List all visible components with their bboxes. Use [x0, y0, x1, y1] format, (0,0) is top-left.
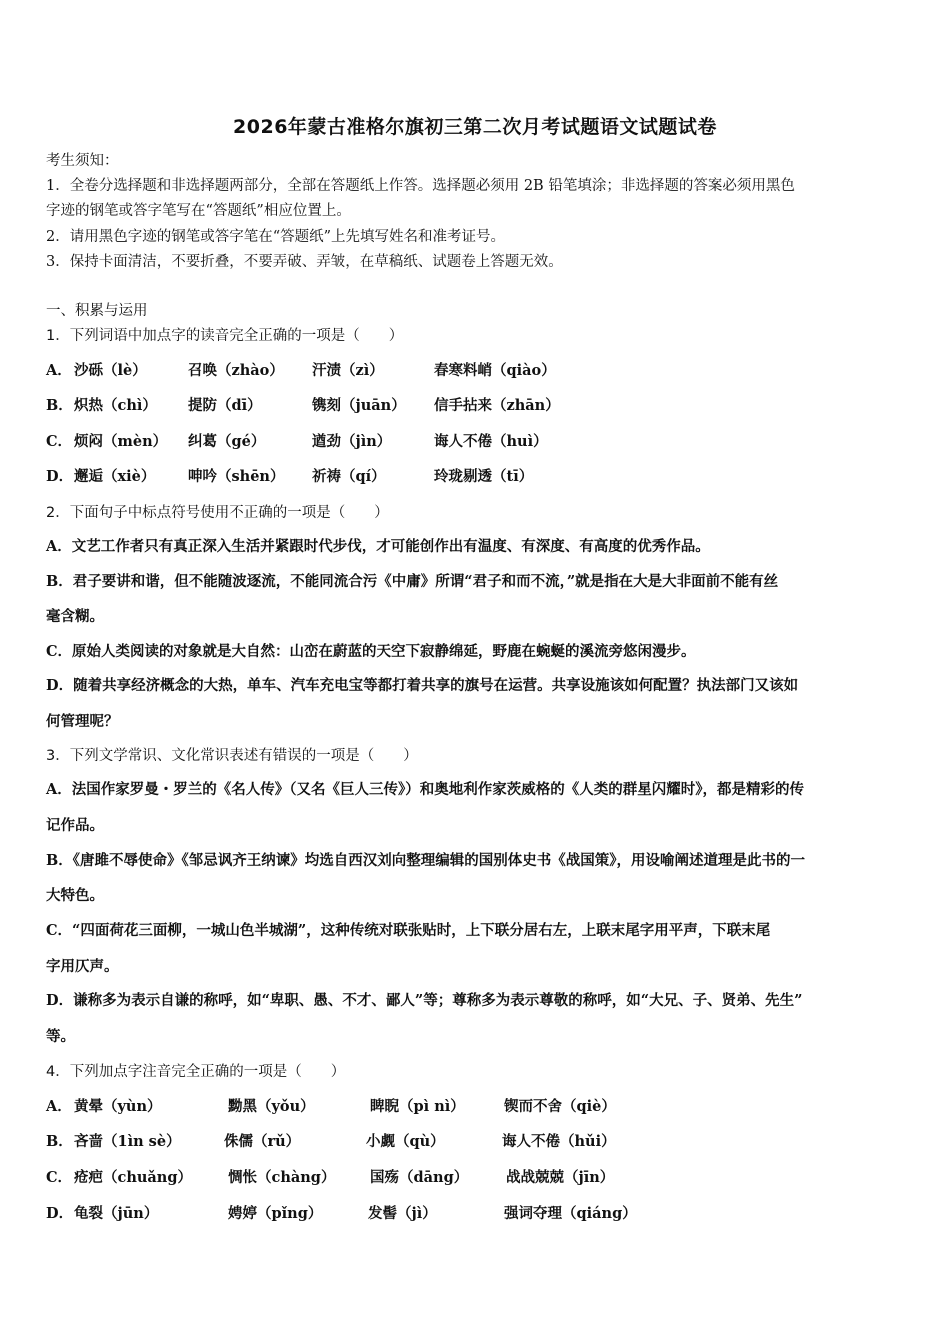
question-2-stem: [46, 503, 389, 523]
question-number: 3．: [46, 748, 70, 764]
notice-line-3: 3．保持卡面清洁，不要折叠，不要弄破、弄皱，在草稿纸、试题卷上答题无效。: [46, 254, 563, 270]
q4-option-item: 小觑（qù）: [366, 1133, 445, 1150]
q1-option-item: 炽热（chì）: [74, 397, 157, 414]
q4-option-item: 龟裂（jūn）: [74, 1205, 159, 1222]
q4-option-item: 诲人不倦（hǔi）: [502, 1133, 616, 1150]
question-text: 下列文学常识、文化常识表述有错误的一项是（ ）: [69, 748, 418, 764]
q1-option-item: 汗渍（zì）: [312, 362, 384, 379]
question-text: 下列加点字注音完全正确的一项是（ ）: [69, 1064, 346, 1080]
question-number: 2．: [46, 505, 70, 521]
q2-option-d-cont: 何管理呢？: [46, 713, 119, 730]
q3-option-c: C．“四面荷花三面柳，一城山色半城湖”，这种传统对联张贴时，上下联分居右左，上联末尾字用平声，下联末尾: [46, 922, 771, 939]
q4-option-item: 睥睨（pì nì）: [370, 1098, 465, 1115]
q1-option-item: 玲珑剔透（tī）: [434, 468, 534, 485]
q1-option-item: 呻吟（shēn）: [188, 468, 285, 485]
question-number: 4．: [46, 1064, 70, 1080]
q4-option-item: 锲而不舍（qiè）: [504, 1098, 616, 1115]
q4-option-label: D．: [46, 1205, 74, 1222]
q4-option-item: 侏儒（rǔ）: [224, 1133, 301, 1150]
question-text: 下面句子中标点符号使用不正确的一项是（ ）: [69, 505, 389, 521]
question-1-stem: [46, 326, 403, 346]
q1-option-item: 春寒料峭（qiào）: [434, 362, 556, 379]
notice-line-2: 2．请用黑色字迹的钢笔或答字笔在“答题纸”上先填写姓名和准考证号。: [46, 229, 506, 245]
q1-option-item: 祈祷（qí）: [312, 468, 386, 485]
q1-option-item: 召唤（zhào）: [188, 362, 284, 379]
q3-option-b: B．《唐雎不辱使命》《邹忌讽齐王纳谏》均选自西汉刘向整理编辑的国别体史书《战国策》，用设喻阐述道理是此书的一: [46, 852, 806, 869]
q4-option-label: C．: [46, 1169, 73, 1186]
q2-option-a: A．文艺工作者只有真正深入生活并紧跟时代步伐，才可能创作出有温度、有深度、有高度的优秀作品。: [46, 538, 710, 555]
page-title: 2026年蒙古准格尔旗初三第二次月考试题语文试题试卷: [233, 116, 717, 138]
q4-option-item: 吝啬（1ìn sè）: [74, 1133, 181, 1150]
q4-option-item: 强词夺理（qiáng）: [504, 1205, 637, 1222]
q3-option-c-cont: 字用仄声。: [46, 958, 119, 975]
question-3-stem: [46, 746, 418, 766]
q4-option-item: 黝黑（yǒu）: [228, 1098, 315, 1115]
q1-option-item: 诲人不倦（huì）: [434, 433, 548, 450]
q4-option-item: 国殇（dāng）: [370, 1169, 469, 1186]
question-text: 下列词语中加点字的读音完全正确的一项是（ ）: [69, 328, 404, 344]
q4-option-item: 发髻（jì）: [368, 1205, 437, 1222]
q3-option-d-cont: 等。: [46, 1028, 75, 1045]
q1-option-item: 纠葛（gé）: [188, 433, 266, 450]
notice-heading: 考生须知：: [46, 153, 119, 169]
question-4-stem: [46, 1062, 345, 1082]
q1-option-item: 镌刻（juān）: [312, 397, 406, 414]
q4-option-item: 战战兢兢（jīn）: [506, 1169, 615, 1186]
q4-option-label: A．: [46, 1098, 72, 1115]
q2-option-d: D．随着共享经济概念的大热，单车、汽车充电宝等都打着共享的旗号在运营。共享设施该如何配置？执法部门又该如: [46, 677, 799, 694]
q1-option-label: A．: [46, 362, 72, 379]
q1-option-item: 提防（dī）: [188, 397, 262, 414]
notice-line-1b: 字迹的钢笔或答字笔写在“答题纸”相应位置上。: [46, 203, 351, 219]
q4-option-item: 惆怅（chàng）: [228, 1169, 336, 1186]
section-heading: 一、积累与运用: [46, 303, 148, 319]
q2-option-b-cont: 毫含糊。: [46, 608, 104, 625]
question-number: 1．: [46, 328, 70, 344]
q1-option-item: 信手拈来（zhān）: [434, 397, 560, 414]
notice-line-1a: 1．全卷分选择题和非选择题两部分，全部在答题纸上作答。选择题必须用 2B 铅笔填涂；非选择题的答案必须用黑色: [46, 178, 795, 194]
q3-option-b-cont: 大特色。: [46, 887, 104, 904]
q4-option-item: 娉婷（pǐng）: [228, 1205, 323, 1222]
q1-option-item: 遒劲（jìn）: [312, 433, 392, 450]
q3-option-d: D．谦称多为表示自谦的称呼，如“卑职、愚、不才、鄙人”等；尊称多为表示尊敬的称呼，如“大兄、子、贤弟、先生”: [46, 992, 803, 1009]
q2-option-c: C．原始人类阅读的对象就是大自然：山峦在蔚蓝的天空下寂静绵延，野鹿在蜿蜒的溪流旁悠闲漫步。: [46, 643, 696, 660]
q3-option-a-cont: 记作品。: [46, 817, 104, 834]
q2-option-b: B．君子要讲和谐，但不能随波逐流，不能同流合污《中庸》所谓“君子和而不流，”就是指在大是大非面前不能有丝: [46, 573, 779, 590]
q1-option-label: D．: [46, 468, 74, 485]
q4-option-item: 黄晕（yùn）: [74, 1098, 162, 1115]
q1-option-label: B．: [46, 397, 73, 414]
q1-option-item: 邂逅（xiè）: [74, 468, 156, 485]
q3-option-a: A．法国作家罗曼・罗兰的《名人传》（又名《巨人三传》）和奥地利作家茨威格的《人类的群星闪耀时》，都是精彩的传: [46, 781, 804, 798]
q1-option-label: C．: [46, 433, 73, 450]
q4-option-label: B．: [46, 1133, 73, 1150]
q4-option-item: 疮疤（chuǎng）: [74, 1169, 192, 1186]
q1-option-item: 烦闷（mèn）: [74, 433, 168, 450]
q1-option-item: 沙砾（lè）: [74, 362, 147, 379]
